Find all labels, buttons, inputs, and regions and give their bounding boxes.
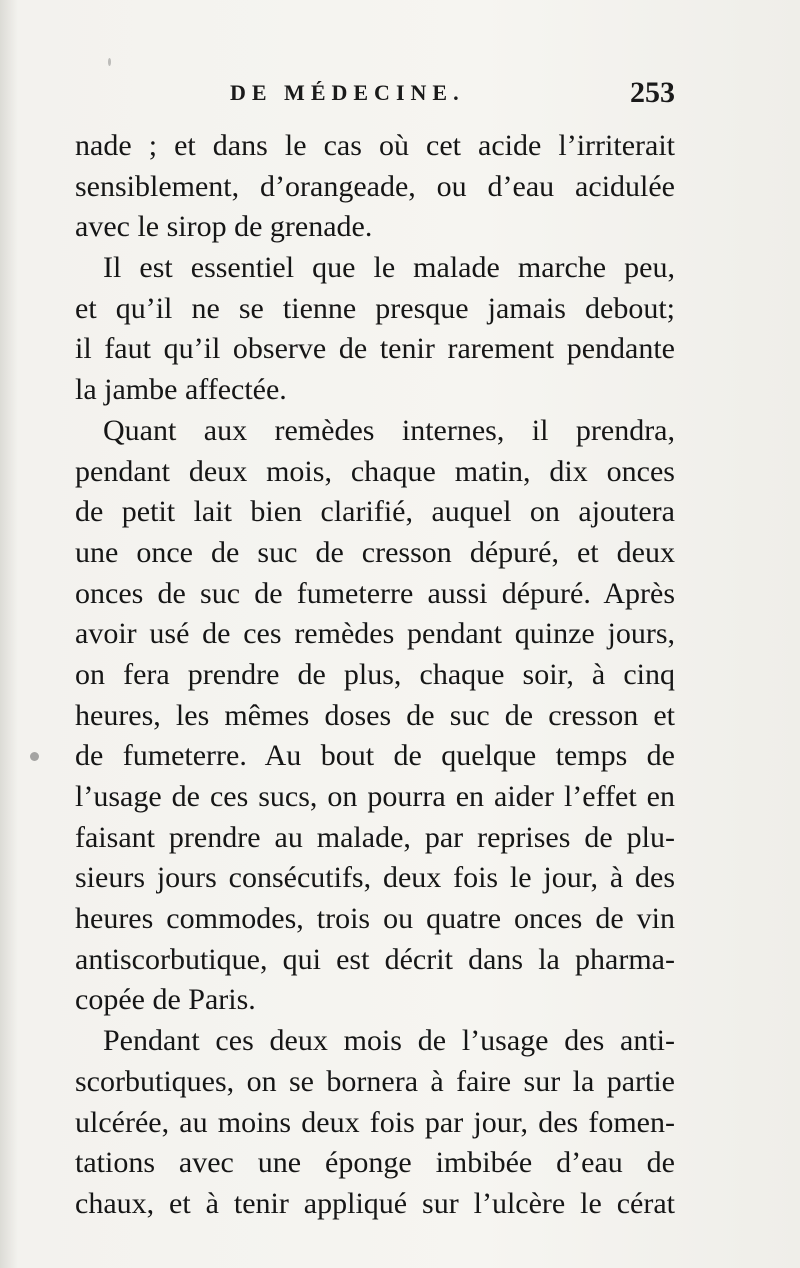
text-line: sieurs jours consécutifs, deux fois le jour, à des [75, 861, 675, 895]
text-line: scorbutiques, on se bornera à faire sur la partie [75, 1064, 675, 1098]
paragraph [75, 248, 675, 411]
text-line: la jambe affectée. [75, 373, 287, 407]
text-line: une once de suc de cresson dépuré, et deux [75, 535, 675, 569]
text-line: de petit lait bien clarifié, auquel on ajoutera [75, 495, 675, 529]
text-line: heures, les mêmes doses de suc de cresson et [75, 698, 675, 732]
ink-spot [108, 58, 111, 66]
text-line: l’usage de ces sucs, on pourra en aider l’effet en [75, 780, 675, 813]
ink-spot [30, 752, 39, 761]
text-line: avec le sirop de grenade. [75, 210, 373, 244]
text-line: antiscorbutique, qui est décrit dans la pharma- [75, 942, 675, 976]
text-line: tations avec une éponge imbibée d’eau de [75, 1146, 675, 1180]
text-line: faisant prendre au malade, par reprises de plu- [75, 820, 675, 854]
text-line: Quant aux remèdes internes, il prendra, [103, 413, 675, 447]
page-header [75, 76, 675, 114]
paragraph [75, 411, 675, 1021]
text-line: onces de suc de fumeterre aussi dépuré. Après [75, 576, 675, 610]
text-line: chaux, et à tenir appliqué sur l’ulcère le cérat [75, 1186, 675, 1220]
text-line: Il est essentiel que le malade marche peu, [103, 251, 675, 285]
text-line: on fera prendre de plus, chaque soir, à cinq [75, 657, 675, 691]
paragraph [75, 126, 675, 248]
text-line: avoir usé de ces remèdes pendant quinze jours, [75, 617, 675, 651]
text-line: pendant deux mois, chaque matin, dix onces [75, 454, 675, 488]
text-line: il faut qu’il observe de tenir rarement pendante [75, 332, 675, 366]
text-line: copée de Paris. [75, 983, 256, 1017]
text-line: sensiblement, d’orangeade, ou d’eau acidulée [75, 169, 675, 203]
text-line: ulcérée, au moins deux fois par jour, des fomen- [75, 1105, 675, 1139]
page-number: 253 [630, 76, 675, 109]
text-line: Pendant ces deux mois de l’usage des anti- [103, 1024, 675, 1058]
text-line: heures commodes, trois ou quatre onces de vin [75, 902, 675, 936]
text-line: et qu’il ne se tienne presque jamais debout; [75, 291, 675, 325]
text-line: de fumeterre. Au bout de quelque temps de [75, 739, 675, 773]
running-head: DE MÉDECINE. [230, 80, 465, 105]
body-text [75, 126, 675, 1225]
paragraph [75, 1021, 675, 1224]
text-line: nade ; et dans le cas où cet acide l’irriterait [75, 129, 675, 162]
